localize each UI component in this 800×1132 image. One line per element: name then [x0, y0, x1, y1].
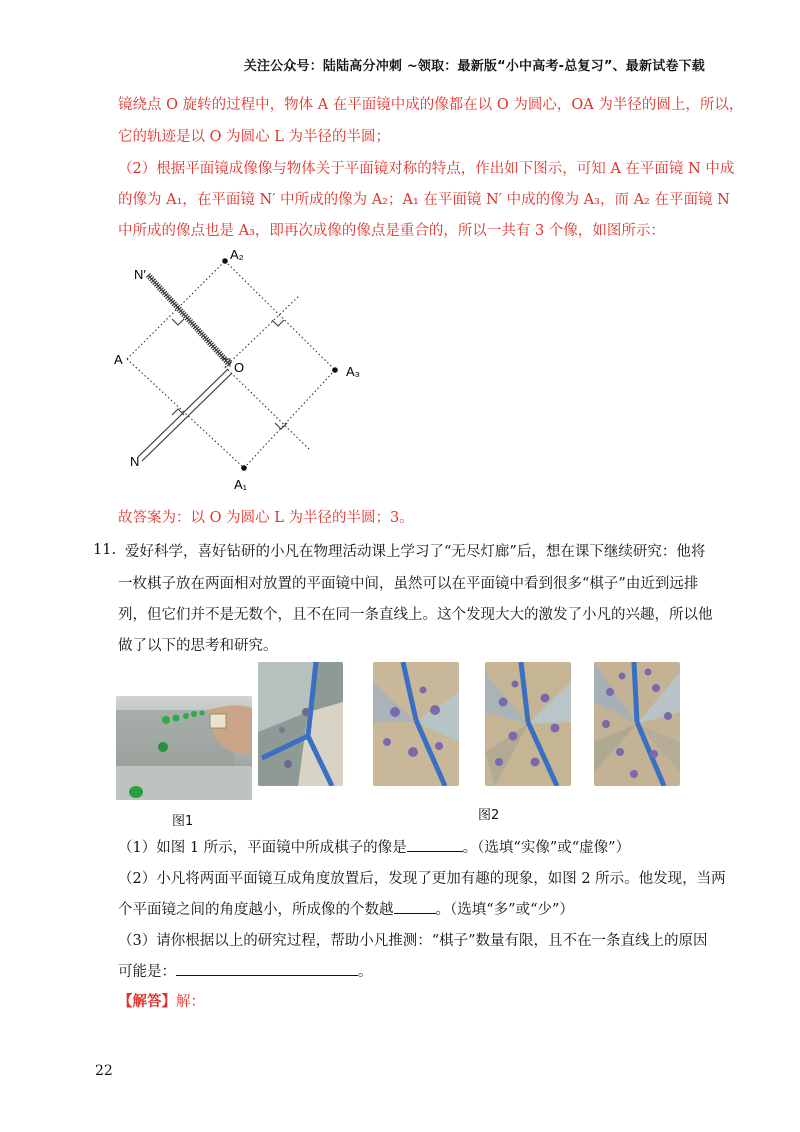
figure-1-caption: 图1: [172, 814, 194, 829]
mirror-n-prime: [148, 275, 230, 365]
point-a2: [222, 258, 228, 264]
label-a3: A₃: [346, 364, 360, 379]
sub-question-2-hint: 。（选填“多”或“少”）: [435, 902, 574, 918]
sub-question-3-line-2: [118, 962, 373, 982]
answer-line-1: 镜绕点 O 旋转的过程中，物体 A 在平面镜中成的像都在以 O 为圆心，OA 为半径的圆上，所以，: [118, 97, 744, 113]
sub-question-1: [118, 838, 630, 858]
question-number: 11.: [93, 542, 117, 558]
sub-question-3-line-1: （3）请你根据以上的研究过程，帮助小凡推测：“棋子”数量有限，且不在一条直线上的原因: [118, 933, 708, 949]
q11-line-3: 列，但它们并不是无数个，且不在同一条直线上。这个发现大大的激发了小凡的兴趣，所以他: [118, 607, 713, 623]
point-a1: [241, 465, 247, 471]
label-o: O: [234, 360, 245, 375]
answer-line-4: 的像为 A₁，在平面镜 N′ 中所成的像为 A₂；A₁ 在平面镜 N′ 中成的像为 A₃，而 A₂ 在平面镜 N: [118, 192, 730, 208]
answer-line-2: 它的轨迹是以 O 为圆心 L 为半径的半圆；: [118, 129, 390, 145]
label-n-prime: N′: [134, 267, 146, 282]
label-n: N: [130, 454, 140, 469]
figure-2-photo-2: [373, 662, 459, 786]
page-header: 关注公众号：陆陆高分冲刺 ~领取：最新版“小中高考-总复习”、最新试卷下载: [243, 59, 705, 74]
sub-question-2-line-2: [118, 900, 574, 920]
point-a3: [332, 367, 338, 373]
figure-2-photo-4: [594, 662, 680, 786]
q11-line-1: 爱好科学，喜好钻研的小凡在物理活动课上学习了“无尽灯廊”后，想在课下继续研究：他将: [125, 544, 706, 560]
q11-line-4: 做了以下的思考和研究。: [118, 638, 278, 654]
answer-tail: 解：: [176, 994, 205, 1010]
answer-line-3: （2）根据平面镜成像像与物体关于平面镜对称的特点，作出如下图示，可知 A 在平面镜 N 中成: [118, 161, 735, 177]
sub-question-1-text: （1）如图 1 所示，平面镜中所成棋子的像是: [118, 840, 407, 856]
sub-question-2-line-1: （2）小凡将两面平面镜互成角度放置后，发现了更加有趣的现象，如图 2 所示。他发现，当两: [118, 871, 726, 887]
label-a1: A₁: [234, 477, 248, 492]
mirror-n: [138, 369, 232, 461]
answer-section: [118, 992, 205, 1012]
answer-blank-2[interactable]: [394, 913, 436, 914]
figure-2-caption: 图2: [478, 808, 500, 823]
figure-1-photo: [116, 696, 252, 800]
q11-line-2: 一枚棋子放在两面相对放置的平面镜中间，虽然可以在平面镜中看到很多“棋子”由近到远排: [118, 576, 699, 592]
page-number: 22: [95, 1063, 113, 1079]
sub-question-1-hint: 。（选填“实像”或“虚像”）: [462, 840, 631, 856]
mirror-diagram: [110, 245, 390, 500]
answer-label: 【解答】: [118, 993, 176, 1010]
figure-2-photo-1: [258, 662, 343, 786]
sub-question-3-end: 。: [358, 964, 373, 980]
label-a: A: [114, 352, 123, 367]
answer-line-5: 中所成的像点也是 A₃，即再次成像的像点是重合的，所以一共有 3 个像，如图所示：: [118, 223, 665, 239]
answer-final: 故答案为：以 O 为圆心 L 为半径的半圆；3。: [118, 510, 414, 526]
answer-blank-3[interactable]: [176, 975, 358, 976]
figure-2-photo-3: [485, 662, 571, 786]
answer-blank-1[interactable]: [407, 851, 463, 852]
sub-question-2-text: 个平面镜之间的角度越小，所成像的个数越: [118, 902, 394, 918]
label-a2: A₂: [230, 247, 244, 262]
right-angle-markers: [172, 319, 287, 429]
sub-question-3-text: 可能是：: [118, 964, 176, 980]
